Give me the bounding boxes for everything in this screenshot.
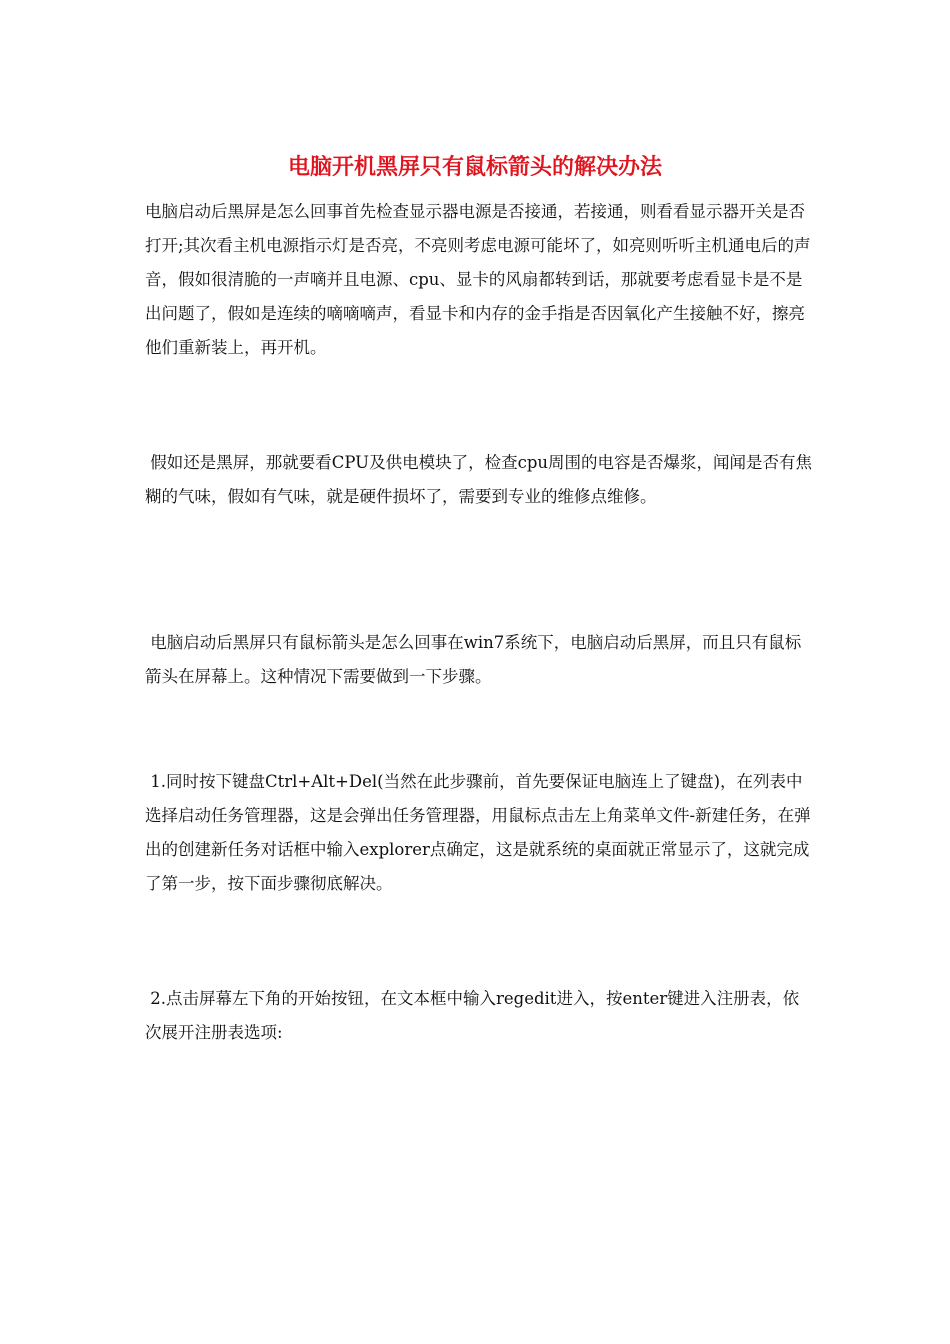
paragraph-mouse-arrow-only: 电脑启动后黑屏只有鼠标箭头是怎么回事在win7系统下，电脑启动后黑屏，而且只有鼠标箭头在屏幕上。这种情况下需要做到一下步骤。 [145, 633, 802, 686]
paragraph-step-2: 2.点击屏幕左下角的开始按钮，在文本框中输入regedit进入，按enter键进入注册表，依次展开注册表选项: [145, 989, 800, 1042]
paragraph-black-screen-check: 电脑启动后黑屏是怎么回事首先检查显示器电源是否接通，若接通，则看看显示器开关是否打开;其次看主机电源指示灯是否亮，不亮则考虑电源可能坏了，如亮则听听主机通电后的声音，假如很清脆的一声嘀并且电源、cpu、显卡的风扇都转到话，那就要考虑看显卡是不是出问题了，假如是连续的嘀嘀嘀声，看显卡和内存的金手指是否因氧化产生接触不好，擦亮他们重新装上，再开机。 [145, 202, 811, 357]
paragraph-step-1: 1.同时按下键盘Ctrl+Alt+Del(当然在此步骤前，首先要保证电脑连上了键盘)，在列表中选择启动任务管理器，这是会弹出任务管理器，用鼠标点击左上角菜单文件-新建任务，在弹出的创建新任务对话框中输入explorer点确定，这是就系统的桌面就正常显示了，这就完成了第一步，按下面步骤彻底解决。 [145, 772, 811, 893]
document-title: 电脑开机黑屏只有鼠标箭头的解决办法 [287, 155, 662, 180]
paragraph-cpu-power-module: 假如还是黑屏，那就要看CPU及供电模块了，检查cpu周围的电容是否爆浆，闻闻是否有焦糊的气味，假如有气味，就是硬件损坏了，需要到专业的维修点维修。 [145, 453, 813, 506]
